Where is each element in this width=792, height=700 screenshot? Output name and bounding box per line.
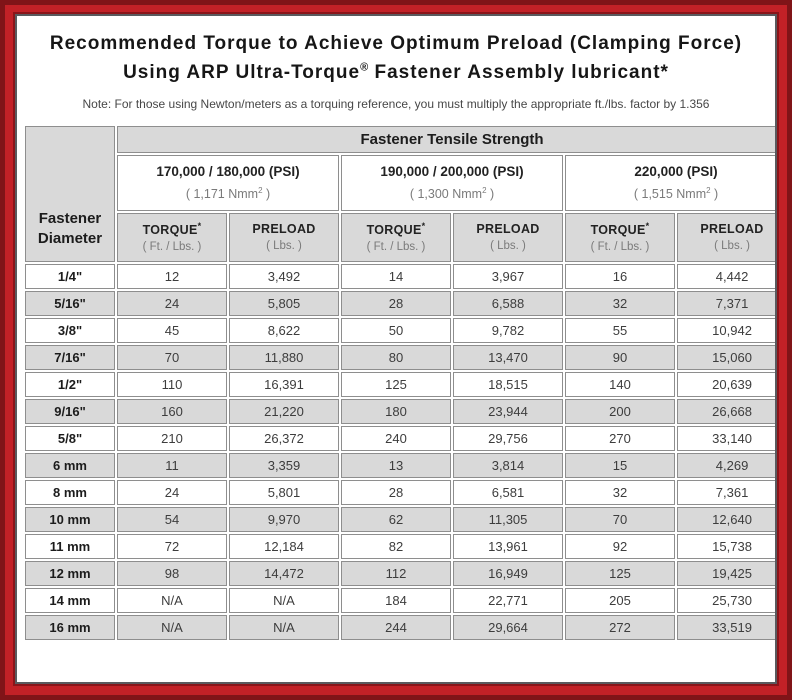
preload-value-cell: 3,814	[453, 453, 563, 478]
fastener-diameter-cell: 8 mm	[25, 480, 115, 505]
torque-chart-panel	[15, 14, 777, 684]
torque-value-cell: 32	[565, 480, 675, 505]
torque-value-cell: 92	[565, 534, 675, 559]
preload-value-cell: 12,184	[229, 534, 339, 559]
table-row	[25, 588, 777, 613]
fastener-diameter-header-line2: Diameter	[37, 229, 103, 247]
torque-value-cell: 110	[117, 372, 227, 397]
torque-value-cell: 24	[117, 480, 227, 505]
page-title	[23, 30, 769, 87]
tensile-strength-header: Fastener Tensile Strength	[117, 126, 777, 153]
psi-group-190-200-label: 190,000 / 200,000 (PSI)	[380, 164, 524, 179]
fastener-diameter-cell: 9/16"	[25, 399, 115, 424]
torque-value-cell: 55	[565, 318, 675, 343]
preload-label: PRELOAD	[252, 222, 316, 237]
preload-value-cell: 33,140	[677, 426, 777, 451]
torque-column-header	[117, 213, 227, 262]
torque-column-header	[565, 213, 675, 262]
torque-value-cell: 24	[117, 291, 227, 316]
torque-label	[566, 221, 674, 237]
preload-value-cell: 26,372	[229, 426, 339, 451]
preload-value-cell: 20,639	[677, 372, 777, 397]
table-row	[25, 534, 777, 559]
psi-group-220-label: 220,000 (PSI)	[634, 164, 718, 179]
psi-group-170-180-label: 170,000 / 180,000 (PSI)	[156, 164, 300, 179]
preload-units: ( Lbs. )	[490, 240, 526, 253]
table-row	[25, 561, 777, 586]
nmm-exponent: 2	[706, 186, 711, 195]
preload-value-cell: 3,967	[453, 264, 563, 289]
table-row	[25, 507, 777, 532]
torque-units: ( Ft. / Lbs. )	[142, 241, 202, 254]
preload-value-cell: 19,425	[677, 561, 777, 586]
torque-value-cell: N/A	[117, 588, 227, 613]
preload-value-cell: N/A	[229, 615, 339, 640]
preload-value-cell: 13,470	[453, 345, 563, 370]
preload-column-header	[453, 213, 563, 262]
preload-value-cell: 5,801	[229, 480, 339, 505]
preload-value-cell: 15,738	[677, 534, 777, 559]
preload-value-cell: 14,472	[229, 561, 339, 586]
preload-value-cell: 18,515	[453, 372, 563, 397]
nmm-text: ( 1,300 Nmm	[409, 187, 483, 202]
registered-trademark-symbol: ®	[360, 61, 369, 74]
preload-value-cell: 23,944	[453, 399, 563, 424]
torque-value-cell: 140	[565, 372, 675, 397]
preload-value-cell: 5,805	[229, 291, 339, 316]
table-row	[25, 291, 777, 316]
torque-value-cell: 28	[341, 291, 451, 316]
torque-value-cell: N/A	[117, 615, 227, 640]
title-line-2	[123, 62, 669, 83]
torque-units: ( Ft. / Lbs. )	[366, 241, 426, 254]
psi-group-header-row	[25, 155, 777, 211]
preload-units: ( Lbs. )	[266, 240, 302, 253]
preload-value-cell: 26,668	[677, 399, 777, 424]
torque-value-cell: 270	[565, 426, 675, 451]
table-row	[25, 372, 777, 397]
torque-value-cell: 80	[341, 345, 451, 370]
fastener-diameter-cell: 5/16"	[25, 291, 115, 316]
torque-value-cell: 62	[341, 507, 451, 532]
torque-value-cell: 70	[565, 507, 675, 532]
title-line-2-rest: Fastener Assembly lubricant*	[368, 61, 669, 83]
fastener-diameter-cell: 6 mm	[25, 453, 115, 478]
preload-value-cell: 22,771	[453, 588, 563, 613]
torque-value-cell: 54	[117, 507, 227, 532]
newton-meter-conversion-note: Note: For those using Newton/meters as a torquing reference, you must multiply the appropriate ft./lbs. factor by 1.356	[82, 97, 710, 111]
torque-value-cell: 125	[565, 561, 675, 586]
preload-value-cell: 7,371	[677, 291, 777, 316]
preload-value-cell: N/A	[229, 588, 339, 613]
torque-value-cell: 82	[341, 534, 451, 559]
fastener-diameter-cell: 16 mm	[25, 615, 115, 640]
torque-value-cell: 32	[565, 291, 675, 316]
nmm-close: )	[262, 187, 271, 202]
psi-group-190-200	[341, 155, 563, 211]
psi-group-190-200-nmm	[342, 186, 562, 201]
torque-value-cell: 28	[341, 480, 451, 505]
preload-label: PRELOAD	[476, 222, 540, 237]
fastener-diameter-cell: 7/16"	[25, 345, 115, 370]
torque-text: TORQUE	[590, 223, 646, 238]
nmm-exponent: 2	[482, 186, 487, 195]
preload-value-cell: 4,269	[677, 453, 777, 478]
fastener-diameter-cell: 5/8"	[25, 426, 115, 451]
column-header-row	[25, 213, 777, 262]
torque-value-cell: 13	[341, 453, 451, 478]
preload-value-cell: 21,220	[229, 399, 339, 424]
table-row	[25, 399, 777, 424]
torque-label	[118, 221, 226, 237]
tensile-strength-header-row	[25, 126, 777, 153]
fastener-diameter-cell: 1/4"	[25, 264, 115, 289]
preload-value-cell: 12,640	[677, 507, 777, 532]
torque-value-cell: 90	[565, 345, 675, 370]
preload-value-cell: 9,970	[229, 507, 339, 532]
torque-text: TORQUE	[142, 223, 198, 238]
torque-units: ( Ft. / Lbs. )	[590, 241, 650, 254]
torque-value-cell: 12	[117, 264, 227, 289]
torque-value-cell: 200	[565, 399, 675, 424]
preload-value-cell: 11,305	[453, 507, 563, 532]
torque-value-cell: 72	[117, 534, 227, 559]
nmm-close: )	[710, 187, 719, 202]
torque-value-cell: 125	[341, 372, 451, 397]
table-row	[25, 264, 777, 289]
preload-column-header	[677, 213, 777, 262]
table-row	[25, 426, 777, 451]
torque-value-cell: 160	[117, 399, 227, 424]
preload-value-cell: 25,730	[677, 588, 777, 613]
preload-value-cell: 29,664	[453, 615, 563, 640]
torque-value-cell: 45	[117, 318, 227, 343]
torque-value-cell: 180	[341, 399, 451, 424]
fastener-diameter-header	[25, 126, 115, 262]
torque-value-cell: 70	[117, 345, 227, 370]
table-row	[25, 345, 777, 370]
psi-group-220	[565, 155, 777, 211]
torque-asterisk: *	[197, 221, 202, 232]
preload-value-cell: 10,942	[677, 318, 777, 343]
torque-value-cell: 11	[117, 453, 227, 478]
preload-label: PRELOAD	[700, 222, 764, 237]
preload-value-cell: 16,949	[453, 561, 563, 586]
torque-text: TORQUE	[366, 223, 422, 238]
title-line-1: Recommended Torque to Achieve Optimum Preload (Clamping Force)	[49, 33, 743, 54]
psi-group-170-180-nmm	[118, 186, 338, 201]
torque-preload-table	[23, 124, 777, 642]
fastener-diameter-cell: 14 mm	[25, 588, 115, 613]
preload-value-cell: 16,391	[229, 372, 339, 397]
torque-value-cell: 16	[565, 264, 675, 289]
table-row	[25, 318, 777, 343]
preload-value-cell: 11,880	[229, 345, 339, 370]
preload-value-cell: 3,359	[229, 453, 339, 478]
table-body	[25, 264, 777, 640]
torque-value-cell: 272	[565, 615, 675, 640]
preload-units: ( Lbs. )	[714, 240, 750, 253]
preload-value-cell: 33,519	[677, 615, 777, 640]
preload-value-cell: 6,588	[453, 291, 563, 316]
torque-value-cell: 184	[341, 588, 451, 613]
nmm-text: ( 1,171 Nmm	[185, 187, 259, 202]
table-row	[25, 480, 777, 505]
preload-value-cell: 13,961	[453, 534, 563, 559]
nmm-close: )	[486, 187, 495, 202]
nmm-exponent: 2	[258, 186, 263, 195]
torque-value-cell: 98	[117, 561, 227, 586]
preload-value-cell: 6,581	[453, 480, 563, 505]
preload-value-cell: 7,361	[677, 480, 777, 505]
torque-value-cell: 210	[117, 426, 227, 451]
torque-value-cell: 50	[341, 318, 451, 343]
fastener-diameter-cell: 11 mm	[25, 534, 115, 559]
torque-value-cell: 244	[341, 615, 451, 640]
nmm-text: ( 1,515 Nmm	[633, 187, 707, 202]
torque-column-header	[341, 213, 451, 262]
torque-value-cell: 14	[341, 264, 451, 289]
preload-value-cell: 4,442	[677, 264, 777, 289]
fastener-diameter-header-line1: Fastener	[38, 210, 102, 228]
fastener-diameter-cell: 1/2"	[25, 372, 115, 397]
title-line-2-text: Using ARP Ultra-Torque	[123, 61, 361, 83]
fastener-diameter-cell: 12 mm	[25, 561, 115, 586]
torque-asterisk: *	[645, 221, 650, 232]
torque-label	[342, 221, 450, 237]
preload-value-cell: 3,492	[229, 264, 339, 289]
preload-value-cell: 9,782	[453, 318, 563, 343]
table-row	[25, 453, 777, 478]
torque-value-cell: 112	[341, 561, 451, 586]
preload-value-cell: 29,756	[453, 426, 563, 451]
torque-value-cell: 205	[565, 588, 675, 613]
preload-column-header	[229, 213, 339, 262]
preload-value-cell: 8,622	[229, 318, 339, 343]
torque-asterisk: *	[421, 221, 426, 232]
fastener-diameter-cell: 10 mm	[25, 507, 115, 532]
torque-value-cell: 15	[565, 453, 675, 478]
table-row	[25, 615, 777, 640]
psi-group-170-180	[117, 155, 339, 211]
torque-value-cell: 240	[341, 426, 451, 451]
psi-group-220-nmm	[566, 186, 777, 201]
fastener-diameter-cell: 3/8"	[25, 318, 115, 343]
preload-value-cell: 15,060	[677, 345, 777, 370]
